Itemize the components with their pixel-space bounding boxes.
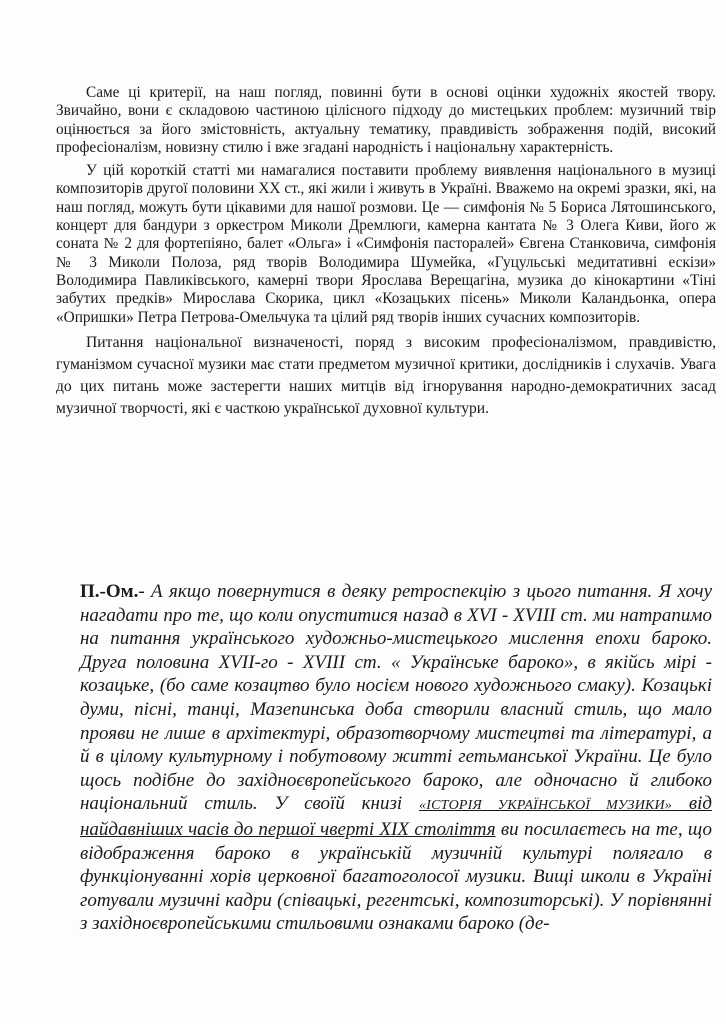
article-paragraph: Саме ці критерії, на наш погляд, повинні бути в основі оцінки художніх якостей твору. Звичайно, вони є складовою частиною цілісного підходу до мистецьких проблем: музичний твір оцінюється за його змістовність, актуальну тематику, правдивість зображення подій, високий професіоналізм, новизну стилю і вже згадані народність і національну характерність. <box>56 84 716 156</box>
speaker-label: П.-Ом. <box>80 581 139 602</box>
speaker-dash: - <box>138 581 152 602</box>
book-subtitle: від найдавніших часів до першої чверті XIX століття <box>80 793 712 840</box>
book-title: «ІСТОРІЯ УКРАЇНСЬКОЇ МУЗИКИ» <box>419 798 673 814</box>
article-text <box>56 84 716 425</box>
interview-text-continued: ви посилаєтесь на те, що відображення бароко в українській музичній культурі полягало в функціонуванні хорів церковної багатоголосої музики. Вищі школи в Україні готували музичні кадри (співацькі, регентські, композиторські). У порівнянні з західноєвропейськими стильовими ознаками бароко (де- <box>80 818 712 935</box>
article-paragraph: У цій короткій статті ми намагалися поставити проблему виявлення національного в музиці композиторів другої половини XX ст., які жили і живуть в Україні. Вважемо на окремі зразки, які, на наш погляд, можуть бути цікавими для нашої розмови. Це — симфонія № 5 Бориса Лятошинського, концерт для бандури з оркестром Миколи Дремлюги, камерна кантата № 3 Олега Киви, його ж соната № 2 для фортепіяно, балет «Ольга» і «Симфонія пасторалей» Євгена Станковича, симфонія № 3 Миколи Полоза, ряд творів Володимира Шумейка, «Гуцульські медитативні ескізи» Володимира Павликівського, камерні твори Ярослава Верещагіна, музика до кінокартини «Тіні забутих предків» Мирослава Скорика, цикл «Козацьких пісень» Миколи Каландьонка, опера «Опришки» Петра Петрова-Омельчука та цілий ряд творів інших сучасних композиторів. <box>56 162 716 326</box>
interview-block <box>80 580 712 936</box>
interview-text: А якщо повернутися в деяку ретроспекцію з цього питання. Я хочу нагадати про те, що коли опуститися назад в XVI - XVIII ст. ми натрапимо на питання українського художньо-мистецького мислення епохи бароко. Друга половина XVII-го - XVIII ст. « Українське бароко», в якійсь мірі - козацьке, (бо саме козацтво було носієм нового художнього смаку). Козацькі думи, пісні, танці, Мазепинська доба створили власний стиль, що мало прояви не лише в архітектурі, образотворчому мистецтві та літературі, а й в цілому культурному і побутовому житті гетьманської України. Це було щось подібне до західноєвропейського бароко, але одночасно й глибоко національний стиль. У своїй книзі <box>80 581 712 815</box>
article-paragraph: Питання національної визначеності, поряд з високим професіоналізмом, правдивістю, гуманізмом сучасної музики має стати предметом музичної критики, дослідників і слухачів. Увага до цих питань може застерегти наших митців від ігнорування народно-демократичних засад музичної творчості, які є часткою української духовної культури. <box>56 333 716 417</box>
